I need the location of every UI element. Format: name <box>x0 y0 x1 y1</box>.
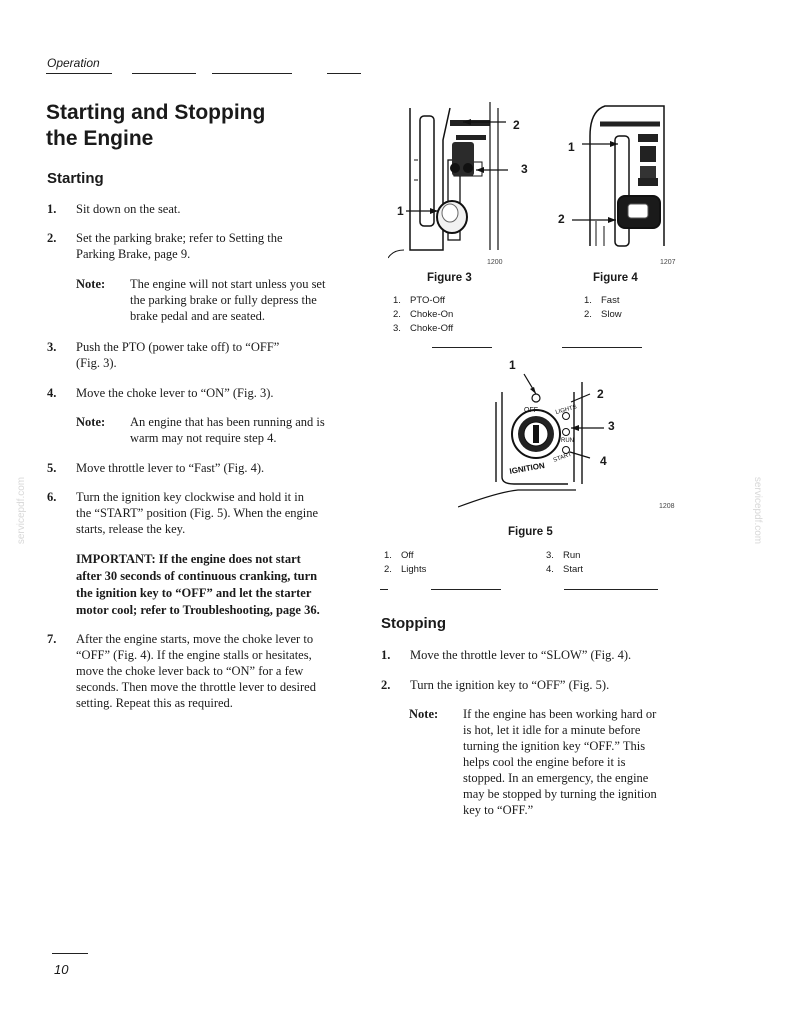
legend-item: 2. Lights <box>384 564 427 575</box>
legend-item: 3. Run <box>546 550 581 561</box>
figure-4-code: 1207 <box>660 259 676 266</box>
figure-5-legend-left <box>384 549 426 577</box>
page-title-line: the Engine <box>46 127 154 150</box>
step-number: 1. <box>47 202 57 216</box>
step-text: Turn the ignition key clockwise and hold it in the “START” position (Fig. 5). When the engine starts, release the key. <box>76 490 319 536</box>
figure-5-callout: 4 <box>600 454 607 468</box>
legend-item: 1. Fast <box>584 295 620 306</box>
step-number: 7. <box>47 632 57 646</box>
important-notice: IMPORTANT: If the engine does not start after 30 seconds of continuous cranking, turn the ignition key to “OFF” and let the starter motor cool; refer to Troubleshooting, page 36. <box>76 552 320 617</box>
legend-item: 3. Choke-Off <box>393 323 454 334</box>
figure-5-code: 1208 <box>659 503 675 510</box>
figure-3-title: Figure 3 <box>427 272 472 284</box>
figure-3-callout: 1 <box>397 204 404 218</box>
step-number: 4. <box>47 386 57 400</box>
step-number: 1. <box>381 648 391 662</box>
watermark-left: servicepdf.com <box>16 476 28 545</box>
step-number: 3. <box>47 340 57 354</box>
header-rule <box>327 73 361 74</box>
step-text: Move throttle lever to “Fast” (Fig. 4). <box>76 461 265 475</box>
figure-5-panel-off: OFF <box>524 407 538 414</box>
legend-item: 2. Choke-On <box>393 309 454 320</box>
step-text: Set the parking brake; refer to Setting the Parking Brake, page 9. <box>76 231 283 261</box>
figure-3-callout: 3 <box>521 162 528 176</box>
figure-5-panel-start: START <box>552 451 573 464</box>
figure-5-legend-right <box>546 549 583 577</box>
figure-4-callout: 2 <box>558 212 565 226</box>
step-number: 2. <box>47 231 57 245</box>
figure-4-illustration <box>560 96 675 266</box>
legend-item: 1. PTO-Off <box>393 295 446 306</box>
step-number: 2. <box>381 678 391 692</box>
page-title-line: Starting and Stopping <box>46 101 266 124</box>
step-number: 5. <box>47 461 57 475</box>
figure-5-callout: 3 <box>608 419 615 433</box>
figure-5-panel-run: RUN <box>561 438 574 444</box>
figure-3-illustration <box>388 100 513 270</box>
section-label: Operation <box>47 56 100 70</box>
figure-4-title: Figure 4 <box>593 272 638 284</box>
figure-5-callout: 2 <box>597 387 604 401</box>
page-number: 10 <box>54 962 69 977</box>
step-text: Turn the ignition key to “OFF” (Fig. 5). <box>410 678 610 692</box>
figure-3-code: 1200 <box>487 259 503 266</box>
starting-heading: Starting <box>47 170 104 187</box>
figure-4-legend <box>584 294 622 322</box>
stopping-heading: Stopping <box>381 615 446 632</box>
note-label: Note: <box>76 277 106 291</box>
legend-item: 1. Off <box>384 550 414 561</box>
legend-item: 4. Start <box>546 564 584 575</box>
figure-separator <box>432 347 492 348</box>
note-text: An engine that has been running and is warm may not require step 4. <box>130 415 325 445</box>
watermark-right: servicepdf.com <box>752 476 764 545</box>
step-text: After the engine starts, move the choke lever to “OFF” (Fig. 4). If the engine stalls or hesitates, move the choke lever back to “ON” for a few seconds. Then move the throttle lever to desired setting. Repeat this as required. <box>76 632 316 710</box>
note-text: The engine will not start unless you set the parking brake or fully depress the brake pedal and are seated. <box>130 277 326 323</box>
figure-separator <box>431 589 501 590</box>
figure-5-callout: 1 <box>509 358 516 372</box>
figure-5-panel-ignition: IGNITION <box>508 460 546 476</box>
page-title <box>46 100 265 152</box>
step-text: Push the PTO (power take off) to “OFF” (Fig. 3). <box>76 340 280 370</box>
figure-separator <box>380 589 388 590</box>
note-label: Note: <box>76 415 106 429</box>
step-text: Move the choke lever to “ON” (Fig. 3). <box>76 386 274 400</box>
note-text: If the engine has been working hard or is hot, let it idle for a minute before turning the ignition key “OFF.” This helps cool the engine before it is stopped. In an emergency, the engine may be stopped by turning the ignition key to “OFF.” <box>463 707 657 817</box>
figure-3-callout: 2 <box>513 118 520 132</box>
figure-separator <box>562 347 642 348</box>
header-rule <box>132 73 196 74</box>
note-label: Note: <box>409 707 439 721</box>
figure-5-panel-lights: LIGHTS <box>554 404 578 416</box>
header-rule <box>46 73 112 74</box>
legend-item: 2. Slow <box>584 309 622 320</box>
step-number: 6. <box>47 490 57 504</box>
figure-separator <box>564 589 658 590</box>
figure-5-title: Figure 5 <box>508 526 553 538</box>
step-text: Move the throttle lever to “SLOW” (Fig. 4). <box>410 648 632 662</box>
header-rule <box>212 73 292 74</box>
footer-rule <box>52 953 88 954</box>
figure-4-callout: 1 <box>568 140 575 154</box>
step-text: Sit down on the seat. <box>76 202 181 216</box>
figure-5-illustration <box>458 372 608 512</box>
figure-3-legend <box>393 294 453 336</box>
